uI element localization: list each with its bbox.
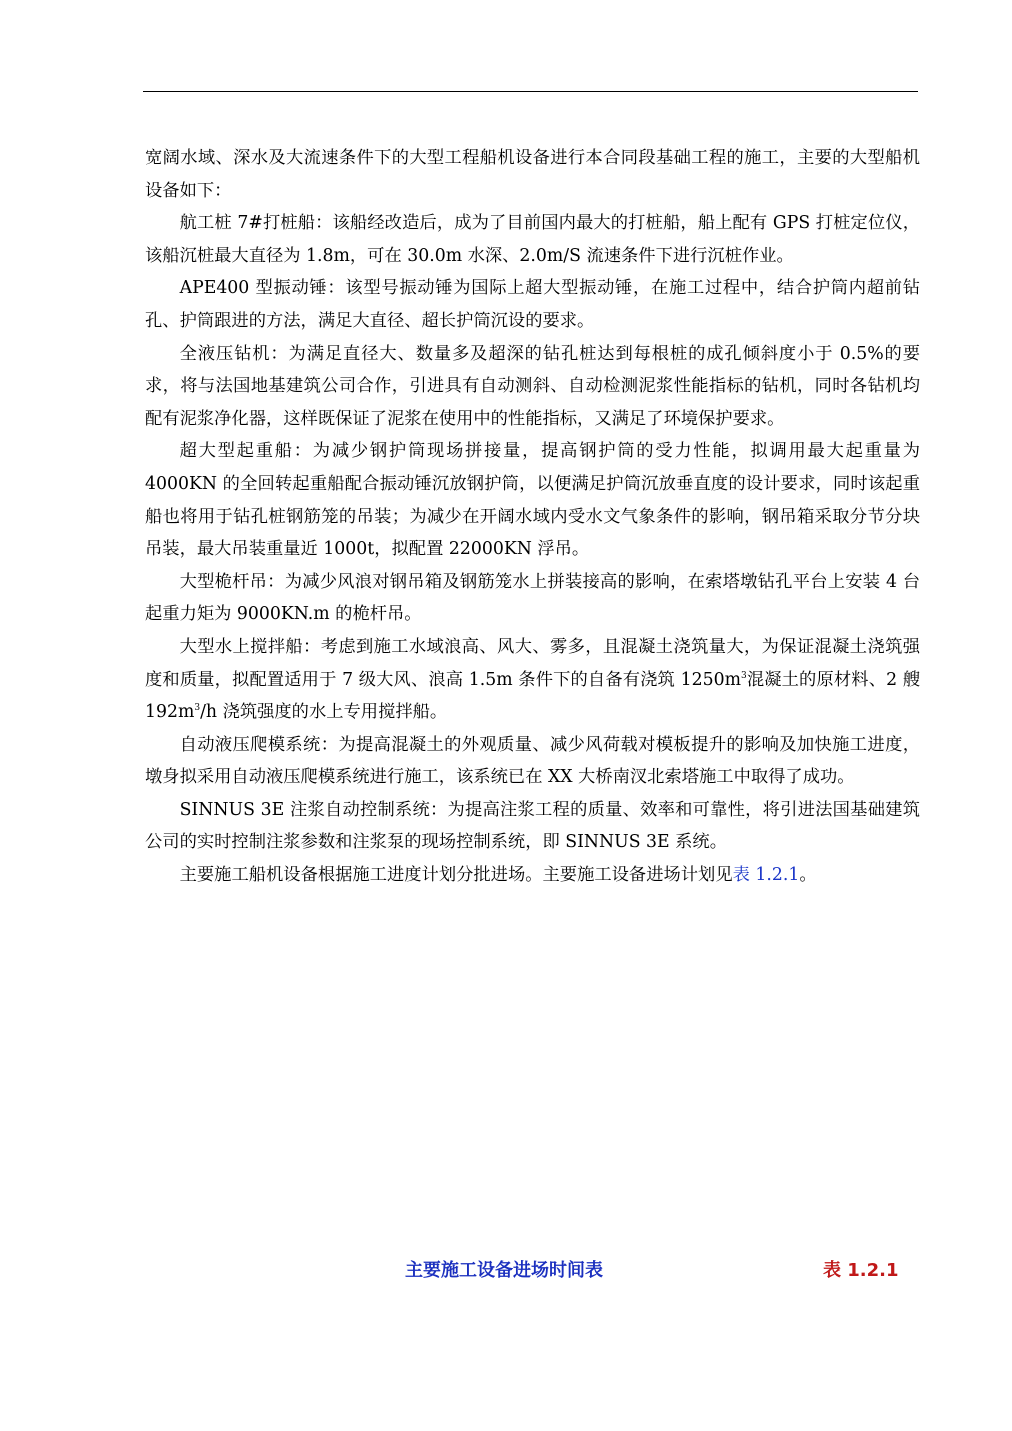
paragraph-hydraulic-drill	[145, 338, 920, 436]
paragraph-pile-driving-vessel-text: 航工桩 7#打桩船：该船经改造后，成为了目前国内最大的打桩船，船上配有 GPS 打桩定位仪，该船沉桩最大直径为 1.8m，可在 30.0m 水深、2.0m/S 流速条件下进行沉桩作业。	[145, 213, 920, 266]
paragraph-mixing-vessel-text-a: 大型水上搅拌船：考虑到施工水域浪高、风大、雾多，且混凝土浇筑量大，为保证混凝土浇筑强度和质量，拟配置适用于 7 级大风、浪高 1.5m 条件下的自备有浇筑 1250m	[145, 636, 920, 690]
table-caption-title: 主要施工设备进场时间表	[405, 1260, 603, 1281]
header-rule	[143, 91, 918, 92]
paragraph-climbing-formwork-text: 自动液压爬模系统：为提高混凝土的外观质量、减少风荷载对模板提升的影响及加快施工进度，墩身拟采用自动液压爬模系统进行施工，该系统已在 XX 大桥南汊北索塔施工中取得了成功。	[145, 734, 920, 788]
paragraph-derrick-crane	[145, 566, 920, 631]
superscript-cubic-2: 3	[194, 703, 201, 714]
paragraph-climbing-formwork	[145, 729, 920, 794]
paragraph-vibratory-hammer	[145, 272, 920, 337]
paragraph-intro	[145, 142, 920, 207]
table-reference-link[interactable]: 表 1.2.1	[732, 865, 800, 886]
paragraph-mixing-vessel-text-c: /h 浇筑强度的水上专用搅拌船。	[200, 702, 448, 723]
paragraph-grouting-system	[145, 794, 920, 859]
paragraph-schedule-end: 。	[799, 865, 817, 886]
paragraph-schedule-text: 主要施工船机设备根据施工进度计划分批进场。主要施工设备进场计划见	[179, 865, 733, 886]
paragraph-schedule	[145, 859, 920, 892]
paragraph-hydraulic-drill-text: 全液压钻机：为满足直径大、数量多及超深的钻孔桩达到每根桩的成孔倾斜度小于 0.5%的要求，将与法国地基建筑公司合作，引进具有自动测斜、自动检测泥浆性能指标的钻机，同时各钻机均配有泥浆净化器，这样既保证了泥浆在使用中的性能指标，又满足了环境保护要求。	[145, 343, 920, 429]
table-caption-number: 表 1.2.1	[823, 1260, 899, 1281]
paragraph-mixing-vessel-text-b: 混凝土的原材料、2 艘 192m	[145, 669, 920, 723]
superscript-cubic-1: 3	[740, 670, 747, 681]
paragraph-crane-vessel	[145, 435, 920, 565]
paragraph-pile-driving-vessel	[145, 207, 920, 272]
paragraph-vibratory-hammer-text: APE400 型振动锤：该型号振动锤为国际上超大型振动锤，在施工过程中，结合护筒内超前钻孔、护筒跟进的方法，满足大直径、超长护筒沉设的要求。	[145, 278, 920, 331]
document-body	[145, 142, 920, 892]
paragraph-derrick-crane-text: 大型桅杆吊：为减少风浪对钢吊箱及钢筋笼水上拼装接高的影响，在索塔墩钻孔平台上安装 4 台起重力矩为 9000KN.m 的桅杆吊。	[145, 571, 920, 625]
paragraph-grouting-system-text: SINNUS 3E 注浆自动控制系统：为提高注浆工程的质量、效率和可靠性，将引进法国基础建筑公司的实时控制注浆参数和注浆泵的现场控制系统，即 SINNUS 3E 系统。	[145, 799, 920, 853]
paragraph-mixing-vessel	[145, 631, 920, 729]
paragraph-crane-vessel-text: 超大型起重船：为减少钢护筒现场拼接量，提高钢护筒的受力性能，拟调用最大起重量为 4000KN 的全回转起重船配合振动锤沉放钢护筒，以便满足护筒沉放垂直度的设计要求，同时该起重船也将用于钻孔桩钢筋笼的吊装；为减少在开阔水域内受水文气象条件的影响，钢吊箱采取分节分块吊装，最大吊装重量近 1000t，拟配置 22000KN 浮吊。	[145, 441, 920, 560]
paragraph-intro-text: 宽阔水域、深水及大流速条件下的大型工程船机设备进行本合同段基础工程的施工，主要的大型船机设备如下：	[145, 148, 920, 201]
